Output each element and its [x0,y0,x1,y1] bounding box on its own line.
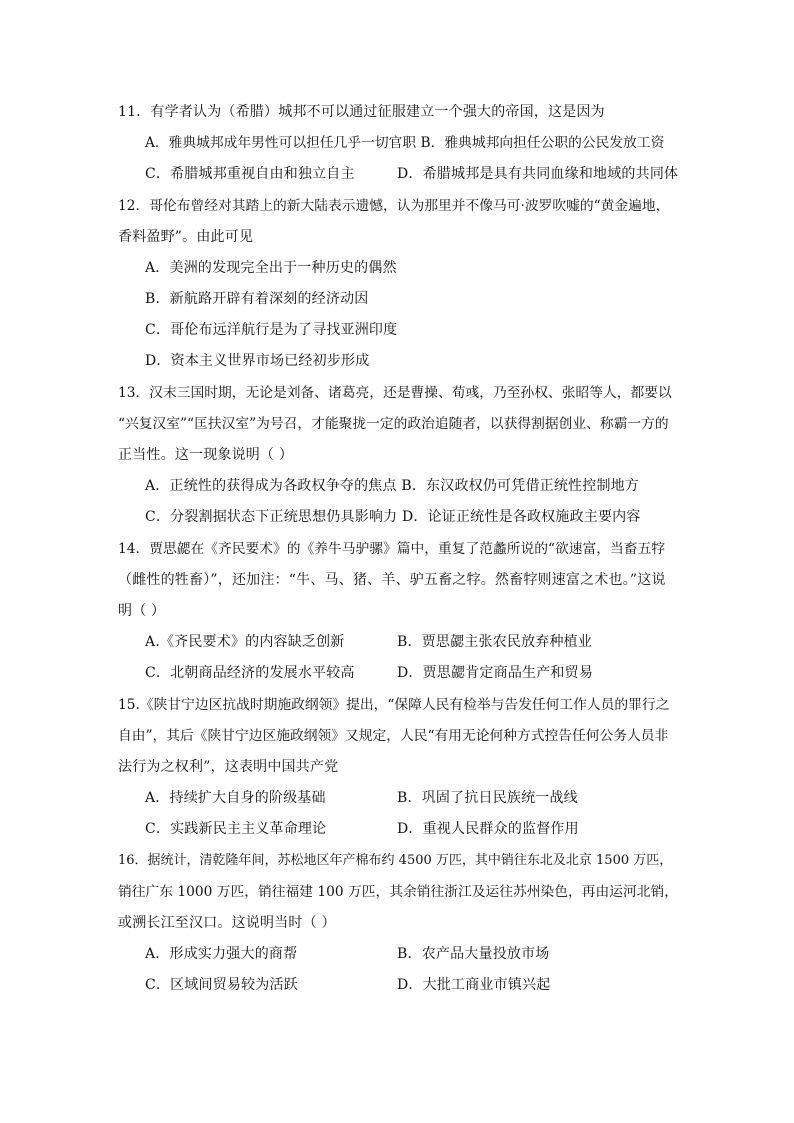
question-16-stem-line-3: 或溯长江至汉口。这说明当时（ ） [118,915,336,931]
question-15-stem-line-2: 自由”，其后《陕甘宁边区施政纲领》又规定，人民“有用无论何种方式控告任何公务人员非 [118,728,669,744]
question-11-option-c: C．希腊城邦重视自由和独立自主 [145,166,355,182]
question-14-stem-line-3: 明（ ） [118,603,166,619]
question-16-option-c: C．区域间贸易较为活跃 [145,977,298,993]
question-15-stem-line-1: 15.《陕甘宁边区抗战时期施政纲领》提出，“保障人民有检举与告发任何工作人员的罪行之 [118,697,670,713]
question-11-stem: 11．有学者认为（希腊）城邦不可以通过征服建立一个强大的帝国，这是因为 [118,104,605,120]
question-13-stem-line-1: 13．汉末三国时期，无论是刘备、诸葛亮，还是曹操、荀彧，乃至孙权、张昭等人，都要以 [118,385,672,401]
question-14-option-b: B．贾思勰主张农民放弃种植业 [397,634,593,650]
question-11-options-ab: A．雅典城邦成年男性可以担任几乎一切官职 B．雅典城邦向担任公职的公民发放工资 [145,135,665,151]
question-15-option-b: B．巩固了抗日民族统一战线 [397,790,578,806]
question-12-option-c: C．哥伦布远洋航行是为了寻找亚洲印度 [145,322,398,338]
question-16-stem-line-1: 16．据统计，清乾隆年间，苏松地区年产棉布约 4500 万匹，其中销往东北及北京 1500 万匹， [118,853,673,868]
question-16-stem-line-2: 销往广东 1000 万匹，销往福建 100 万匹，其余销往浙江及运往苏州染色，再由运河北销， [118,884,678,900]
question-15-option-a: A．持续扩大自身的阶级基础 [145,790,326,806]
question-13-options-cd: C．分裂割据状态下正统思想仍具影响力 D．论证正统性是各政权施政主要内容 [145,509,641,525]
question-14-option-c: C．北朝商品经济的发展水平较高 [145,665,355,681]
question-16-option-b: B．农产品大量投放市场 [397,946,550,962]
question-12-option-b: B．新航路开辟有着深刻的经济动因 [145,291,369,307]
question-13-options-ab: A．正统性的获得成为各政权争夺的焦点 B．东汉政权仍可凭借正统性控制地方 [145,478,640,494]
question-12-stem-line-2: 香料盈野”。由此可见 [118,229,254,245]
question-14-option-a: A.《齐民要术》的内容缺乏创新 [145,634,345,650]
question-16-option-d: D．大批工商业市镇兴起 [397,977,551,993]
question-14-option-d: D．贾思勰肯定商品生产和贸易 [397,665,594,681]
question-16-option-a: A．形成实力强大的商帮 [145,946,298,962]
question-15-stem-line-3: 法行为之权利”，这表明中国共产党 [118,759,339,775]
question-15-option-d: D．重视人民群众的监督作用 [397,821,579,837]
question-12-stem-line-1: 12．哥伦布曾经对其踏上的新大陆表示遗憾，认为那里并不像马可·波罗吹嘘的“黄金遍地， [118,198,670,214]
question-12-option-d: D．资本主义世界市场已经初步形成 [145,353,370,369]
question-12-option-a: A．美洲的发现完全出于一种历史的偶然 [145,260,397,276]
question-14-stem-line-2: （雌性的牲畜）”，还加注：“牛、马、猪、羊、驴五畜之牸。然畜牸则速富之术也。”这说 [118,572,666,588]
question-14-stem-line-1: 14．贾思勰在《齐民要术》的《养牛马驴骡》篇中，重复了范蠡所说的“欲速富，当畜五牸 [118,541,666,557]
question-11-option-d: D．希腊城邦是具有共同血缘和地域的共同体 [397,166,679,182]
question-13-stem-line-3: 正当性。这一现象说明（ ） [118,447,294,463]
question-15-option-c: C．实践新民主主义革命理论 [145,821,327,837]
question-13-stem-line-2: “兴复汉室”“匡扶汉室”为号召，才能聚拢一定的政治追随者，以获得割据创业、称霸一方的 [118,416,669,432]
